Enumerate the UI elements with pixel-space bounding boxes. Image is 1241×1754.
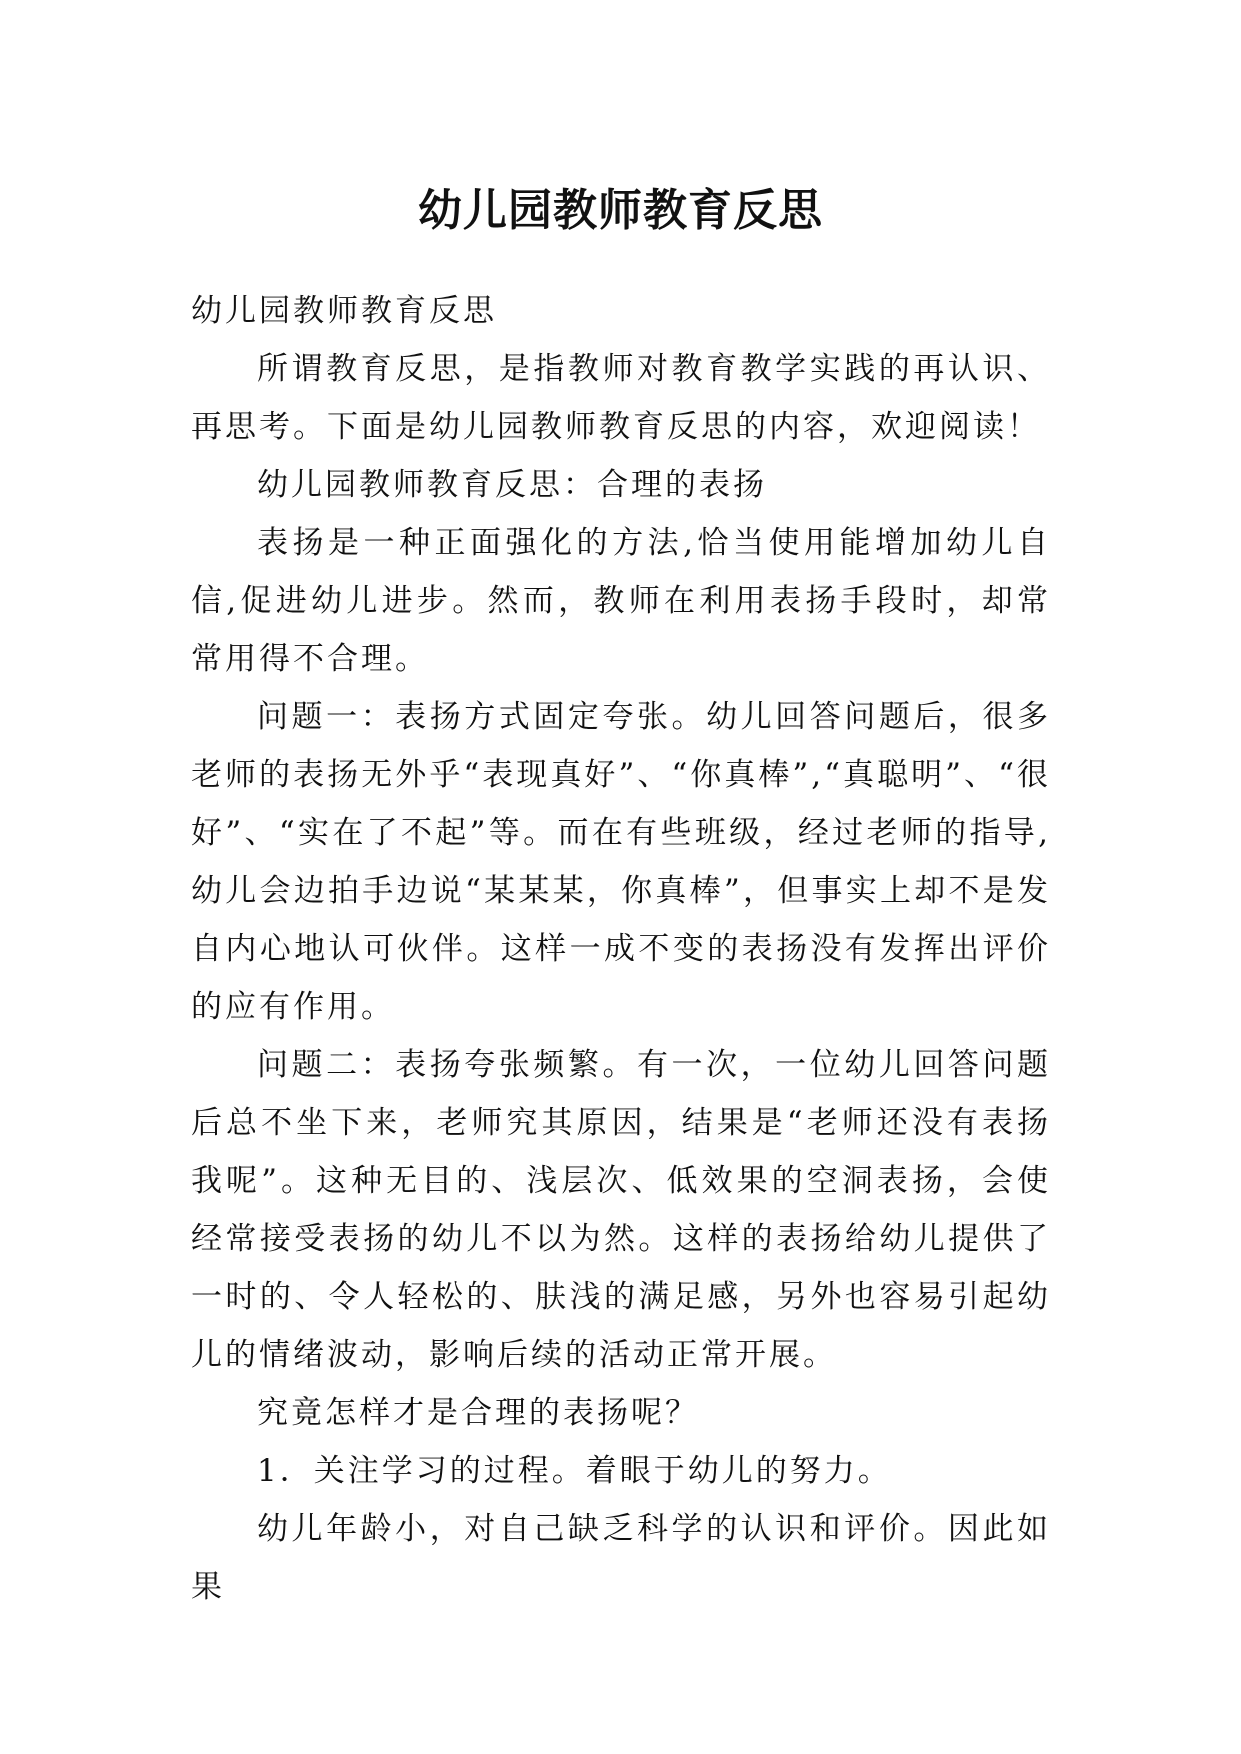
problem-two-paragraph: 问题二：表扬夸张频繁。有一次，一位幼儿回答问题后总不坐下来，老师究其原因，结果是“老师还没有表扬我呢”。这种无目的、浅层次、低效果的空洞表扬，会使经常接受表扬的幼儿不以为然。这样的表扬给幼儿提供了一时的、令人轻松的、肤浅的满足感，另外也容易引起幼儿的情绪波动，影响后续的活动正常开展。 <box>191 1047 1051 1373</box>
paragraph: 表扬是一种正面强化的方法,恰当使用能增加幼儿自信,促进幼儿进步。然而，教师在利用表扬手段时，却常常用得不合理。 <box>191 525 1051 677</box>
document-body <box>191 282 1051 1616</box>
intro-paragraph: 所谓教育反思，是指教师对教育教学实践的再认识、再思考。下面是幼儿园教师教育反思的内容，欢迎阅读！ <box>191 351 1051 445</box>
question-paragraph: 究竟怎样才是合理的表扬呢？ <box>257 1395 699 1431</box>
paragraph: 幼儿年龄小，对自己缺乏科学的认识和评价。因此如果 <box>191 1511 1051 1605</box>
page-title: 幼儿园教师教育反思 <box>418 185 823 237</box>
body-heading: 幼儿园教师教育反思 <box>191 293 497 329</box>
problem-one-paragraph: 问题一：表扬方式固定夸张。幼儿回答问题后，很多老师的表扬无外乎“表现真好”、“你真棒”,“真聪明”、“很好”、“实在了不起”等。而在有些班级，经过老师的指导,幼儿会边拍手边说“某某某，你真棒”，但事实上却不是发自内心地认可伙伴。这样一成不变的表扬没有发挥出评价的应有作用。 <box>191 699 1051 1025</box>
section-heading: 幼儿园教师教育反思：合理的表扬 <box>257 467 767 503</box>
list-item-heading: 1．关注学习的过程。着眼于幼儿的努力。 <box>257 1453 892 1489</box>
